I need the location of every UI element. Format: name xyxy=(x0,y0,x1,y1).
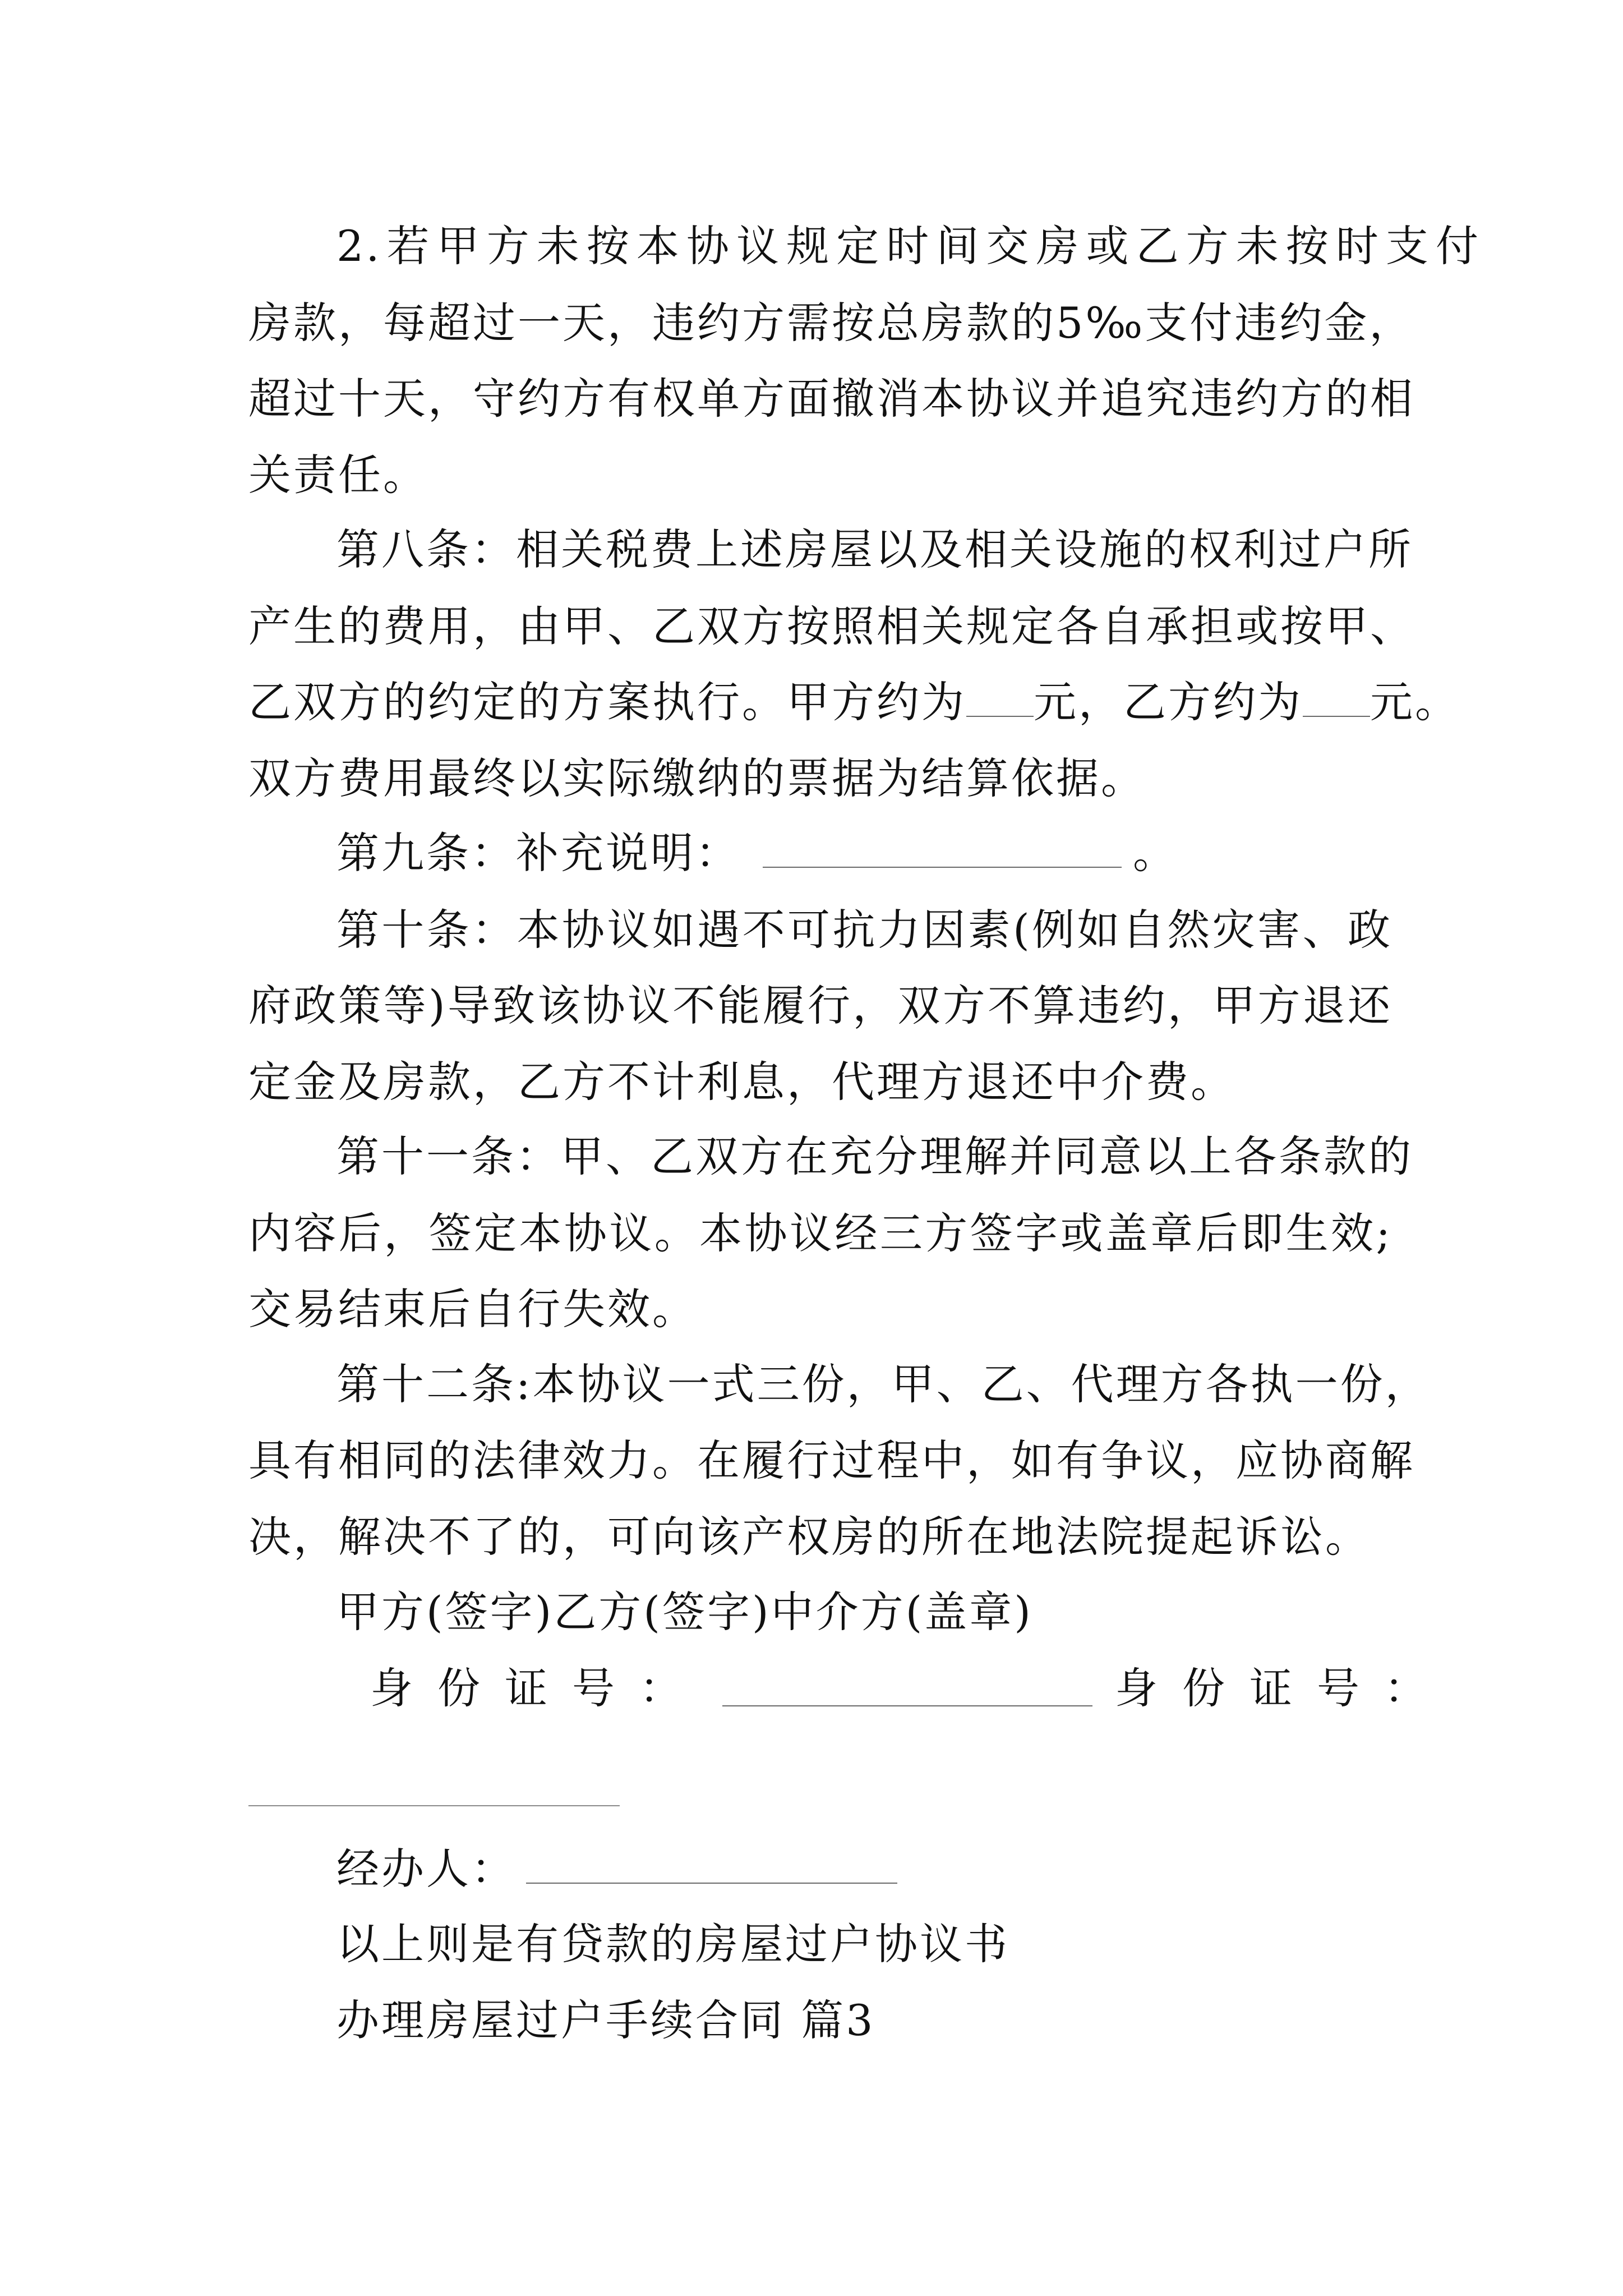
supplement-blank xyxy=(763,832,1122,868)
id-label: 身份证号： xyxy=(370,1663,707,1713)
article-8-line: 双方费用最终以实际缴纳的票据为结算依据。 xyxy=(248,753,1146,803)
article-9-label: 第九条：补充说明： xyxy=(336,828,740,878)
paragraph-line: 房款，每超过一天，违约方需按总房款的5‰支付违约金， xyxy=(248,298,1414,348)
article-8-line: 第八条：相关税费上述房屋以及相关设施的权利过户所 xyxy=(336,524,1413,574)
agent-label: 经办人： xyxy=(336,1844,516,1894)
article-10-line: 第十条：本协议如遇不可抗力因素(例如自然灾害、政 xyxy=(336,905,1393,955)
article-9-line xyxy=(336,822,1481,884)
id-label: 身份证号： xyxy=(1115,1663,1451,1713)
article-9-end: 。 xyxy=(1133,828,1178,878)
article-10-line: 府政策等)导致该协议不能履行，双方不算违约，甲方退还 xyxy=(248,981,1393,1030)
article-8-text: 元。 xyxy=(1370,677,1460,727)
agent-blank xyxy=(526,1848,897,1884)
article-11-line: 交易结束后自行失效。 xyxy=(248,1284,697,1334)
article-12-line: 具有相同的法律效力。在履行过程中，如有争议，应协商解 xyxy=(248,1435,1415,1485)
closing-line: 以上则是有贷款的房屋过户协议书 xyxy=(336,1919,1009,1969)
article-8-line: 产生的费用，由甲、乙双方按照相关规定各自承担或按甲、 xyxy=(248,601,1415,651)
party-a-fee-blank xyxy=(966,681,1034,717)
id-number-blank xyxy=(722,1671,1092,1706)
id-number-line xyxy=(370,1658,1525,1719)
next-section-heading: 办理房屋过户手续合同 篇3 xyxy=(336,1995,875,2045)
article-8-line xyxy=(248,671,1460,733)
article-10-line: 定金及房款，乙方不计利息，代理方退还中介费。 xyxy=(248,1057,1235,1107)
paragraph-line: 超过十天，守约方有权单方面撤消本协议并追究违约方的相 xyxy=(248,374,1415,424)
article-11-line: 内容后，签定本协议。本协议经三方签字或盖章后即生效; xyxy=(248,1208,1393,1258)
article-11-line: 第十一条：甲、乙双方在充分理解并同意以上各条款的 xyxy=(336,1131,1413,1181)
article-12-line: 决，解决不了的，可向该产权房的所在地法院提起诉讼。 xyxy=(248,1512,1370,1562)
article-8-text: 元，乙方约为 xyxy=(1034,677,1303,727)
article-8-text: 乙双方的约定的方案执行。甲方约为 xyxy=(248,677,966,727)
agent-line xyxy=(336,1838,1481,1900)
party-b-fee-blank xyxy=(1303,681,1370,717)
id-number-blank-continued xyxy=(248,1805,620,1806)
signature-line: 甲方(签字)乙方(签字)中介方(盖章) xyxy=(336,1587,1033,1637)
article-12-line: 第十二条:本协议一式三份，甲、乙、代理方各执一份， xyxy=(336,1359,1430,1409)
paragraph-line: 关责任。 xyxy=(248,450,428,500)
paragraph-line: 2.若甲方未按本协议规定时间交房或乙方未按时支付 xyxy=(336,221,1481,271)
